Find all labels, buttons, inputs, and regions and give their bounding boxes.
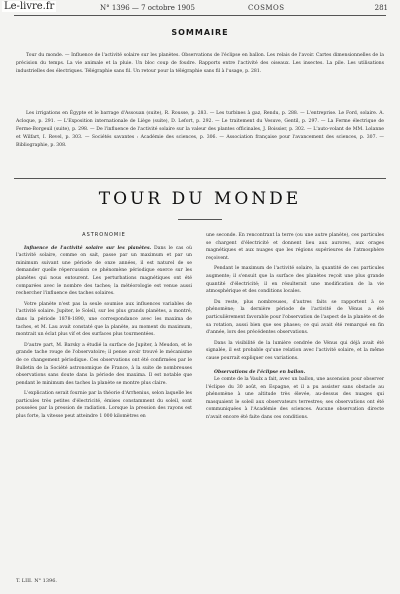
article-paragraph: Pendant le maximum de l'activité solaire, la quantité de ces particules augmente; il s'ensuit que la surface des planètes reçoit une plus grande quantité d'électricité; il en résulterait une modification de la vie atmosphérique et des conditions locales. xyxy=(206,266,384,295)
article-paragraph: L'explication serait fournie par la théorie d'Arrhenius, selon laquelle les particules très petites d'électricité, émises constamment du soleil, sont poussées par la pression de radiation. Lorsque la pression des rayons est plus forte, la vitesse peut atteindre 1 000 kilomètres en xyxy=(16,391,192,420)
left-column xyxy=(16,232,192,421)
article-heading: Observations de l'éclipse en ballon. xyxy=(214,369,306,375)
article-paragraph: D'autre part, M. Barsky a étudié la surface de Jupiter, à Meudon, et le grande tache rouge de l'observatoire; il pense avoir trouvé le mécanisme de ce changement périodique. Ces observations ont été confirmées par le Bulletin de la Société astronomique de France, à la suite de nombreuses observations sans doute dans la période des maxima. Il est notable que pendant le minimum des taches la planète se montre plus claire. xyxy=(16,342,192,386)
page-number: 281 xyxy=(374,4,388,12)
issue-number: N° 1396 — 7 octobre 1905 xyxy=(100,4,195,12)
sommaire-title: SOMMAIRE xyxy=(171,28,229,37)
right-column xyxy=(206,232,384,422)
title-rule xyxy=(178,219,222,220)
article-paragraph: Votre planète n'est pas la seule soumise aux influences variables de l'activité solaire. Jupiter, le Soleil, sur les plus grands planètes, a montré, dans la période 1878-1890, une correspondance avec les maxima de taches, et M. Lau avait constaté que la planète, au moment du maximum, montrait un éclat plus vif et des surfaces plus tourmentées. xyxy=(16,301,192,338)
sommaire-paragraph-2: Les irrigations en Égypte et le barrage d'Assouan (suite), R. Rousse, p. 283. — Les turbines à gaz, Rendu, p. 288. — L'entreprise. Le Ford, solaire. A. Acloque, p. 291. — L'Exposition internationale de Liège (suite), D. Lefort, p. 292. — Le traitement du Vesuve, Gentil, p. 297. — La Ferme électrique de Ferme-Borgeuil (suite), p. 298. — De l'influence de l'activité solaire sur la valeur des plantes officinales, J. Boissier, p. 302. — L'auto-volant de MM. Lolanne et Wilfart, I. Revel, p. 303. — Sociétés savantes : Académie des sciences, p. 306. — Association française pour l'avancement des sciences, p. 307. — Bibliographie, p. 308. xyxy=(16,111,384,148)
main-title: TOUR DU MONDE xyxy=(98,189,302,209)
article-text: Dans le cas où l'activité solaire, comme on sait, passe par un maximum et par un minimum suivant une période de onze années, il est naturel de se demander quelle répercussion ce phénomène périodique exerce sur les planètes qui nous entourent. Les perturbations magnétiques ont été comparées avec le nombre des taches; la météorologie est venue aussi rechercher l'influence des taches solaires. xyxy=(16,245,192,297)
section-heading-astronomie: ASTRONOMIE xyxy=(82,232,126,238)
article-paragraph: Le comte de la Vaulx a fait, avec un ballon, une ascension pour observer l'éclipse du 30 août, en Espagne, et il a pu assister sans obstacle au phénomène à une altitude très élevée, au-dessus des nuages qui masquaient le soleil aux observateurs terrestres; ses observations ont été communiquées à l'Académie des sciences. Aucune observation directe n'avait encore été faite dans ces conditions. xyxy=(206,377,384,421)
sommaire-paragraph-1: Tour du monde. — Influence de l'activité solaire sur les planètes. Observations de l'éclipse en ballon. Les relais de l'avoir. Cartes dimensionnelles de la précision du temps. La vie animale et la pluie. Un bloc coup de foudre. Rapports entre l'activité des oiseaux. Les insectes. La pile. Les utilisations industrielles des électriques. Télégraphie sans fil. Un retour pour la télégraphie sans fil à l'usage, p. 281. xyxy=(16,53,384,74)
article-heading: Influence de l'activité solaire sur les planètes. xyxy=(24,245,152,251)
article-paragraph: Du reste, plus nombreuses, d'autres faits se rapportent à ce phénomène; la dernière période de l'activité de Vénus a été particulièrement favorable pour l'observation de l'aspect de la planète et de sa rotation, aussi bien que ses phases; ce qui avait été remarqué en fin d'année, lors des précédentes observations. xyxy=(206,299,384,336)
article-paragraph xyxy=(16,245,192,298)
header-rule xyxy=(14,15,386,16)
watermark: Le-livre.fr xyxy=(4,1,55,12)
volume-footer: T. LIII. N° 1396. xyxy=(16,578,57,584)
article-paragraph: une seconde. En rencontrant la terre (ou une autre planète), ces particules se chargent d'électricité et donnent lieu aux aurores, aux orages magnétiques et aux nuages que les régions supérieures de l'atmosphère reçoivent. xyxy=(206,233,384,261)
section-rule xyxy=(14,178,386,179)
article-paragraph: Dans la visibilité de la lumière cendrée de Vénus qui déjà avait été signalée, il est probable qu'une relation avec l'activité solaire, et la même cause pourrait expliquer ces variations. xyxy=(206,340,384,361)
journal-name: COSMOS xyxy=(248,4,285,12)
